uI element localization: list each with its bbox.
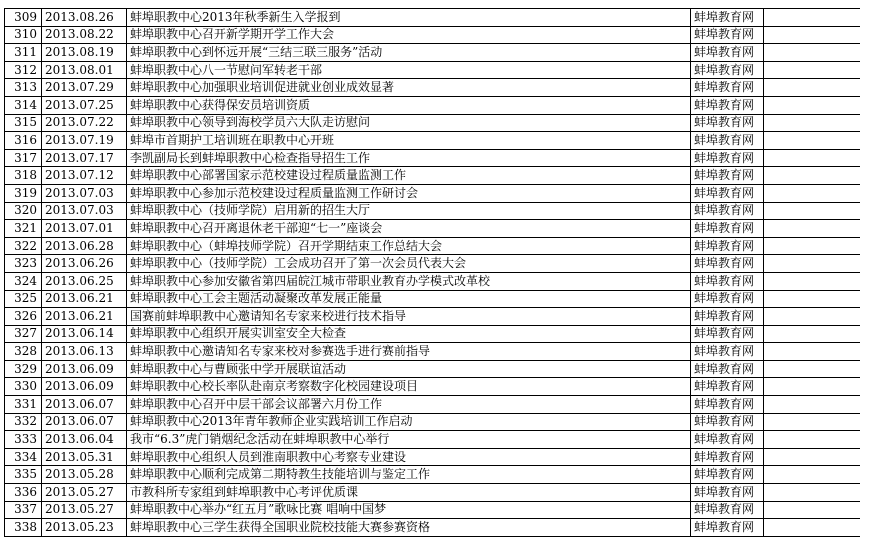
row-title: 蚌埠职教中心到怀远开展“三结三联三服务”活动 [127, 44, 691, 62]
row-empty-cell [764, 96, 861, 114]
row-number: 322 [5, 237, 42, 255]
row-source: 蚌埠教育网 [691, 9, 764, 27]
row-number: 321 [5, 220, 42, 238]
row-date: 2013.06.21 [42, 290, 127, 308]
row-date: 2013.06.25 [42, 272, 127, 290]
row-source: 蚌埠教育网 [691, 325, 764, 343]
row-number: 334 [5, 448, 42, 466]
table-row [5, 202, 861, 220]
row-source: 蚌埠教育网 [691, 501, 764, 519]
row-date: 2013.07.22 [42, 114, 127, 132]
table-row [5, 237, 861, 255]
row-date: 2013.05.28 [42, 466, 127, 484]
table-row [5, 26, 861, 44]
row-title: 国赛前蚌埠职教中心邀请知名专家来校进行技术指导 [127, 308, 691, 326]
row-source: 蚌埠教育网 [691, 149, 764, 167]
row-number: 327 [5, 325, 42, 343]
row-number: 319 [5, 184, 42, 202]
row-title: 市教科所专家组到蚌埠职教中心考评优质课 [127, 484, 691, 502]
table-body [5, 9, 861, 537]
row-source: 蚌埠教育网 [691, 484, 764, 502]
news-table [4, 8, 860, 537]
row-title: 蚌埠市首期护工培训班在职教中心开班 [127, 132, 691, 150]
row-title: 蚌埠职教中心召开中层干部会议部署六月份工作 [127, 396, 691, 414]
row-title: 蚌埠职教中心邀请知名专家来校对参赛选手进行赛前指导 [127, 343, 691, 361]
row-title: 蚌埠职教中心（技师学院）工会成功召开了第一次会员代表大会 [127, 255, 691, 273]
row-source: 蚌埠教育网 [691, 290, 764, 308]
row-source: 蚌埠教育网 [691, 360, 764, 378]
table-row [5, 44, 861, 62]
row-source: 蚌埠教育网 [691, 167, 764, 185]
row-empty-cell [764, 448, 861, 466]
row-title: 蚌埠职教中心与曹顾张中学开展联谊活动 [127, 360, 691, 378]
row-empty-cell [764, 272, 861, 290]
row-empty-cell [764, 61, 861, 79]
row-title: 蚌埠职教中心八一节慰问军转老干部 [127, 61, 691, 79]
row-empty-cell [764, 79, 861, 97]
row-number: 331 [5, 396, 42, 414]
row-number: 309 [5, 9, 42, 27]
row-number: 314 [5, 96, 42, 114]
row-title: 蚌埠职教中心组织人员到淮南职教中心考察专业建设 [127, 448, 691, 466]
row-title: 蚌埠职教中心召开离退休老干部迎“七一”座谈会 [127, 220, 691, 238]
row-source: 蚌埠教育网 [691, 519, 764, 537]
row-title: 蚌埠职教中心加强职业培训促进就业创业成效显著 [127, 79, 691, 97]
row-number: 328 [5, 343, 42, 361]
table-row [5, 308, 861, 326]
table-row [5, 484, 861, 502]
row-empty-cell [764, 44, 861, 62]
row-title: 蚌埠职教中心获得保安员培训资质 [127, 96, 691, 114]
row-source: 蚌埠教育网 [691, 308, 764, 326]
row-empty-cell [764, 360, 861, 378]
row-number: 313 [5, 79, 42, 97]
table-row [5, 132, 861, 150]
table-row [5, 272, 861, 290]
row-date: 2013.07.03 [42, 184, 127, 202]
row-source: 蚌埠教育网 [691, 396, 764, 414]
row-title: 蚌埠职教中心（蚌埠技师学院）召开学期结束工作总结大会 [127, 237, 691, 255]
row-empty-cell [764, 237, 861, 255]
row-number: 330 [5, 378, 42, 396]
row-date: 2013.08.19 [42, 44, 127, 62]
row-number: 311 [5, 44, 42, 62]
table-row [5, 114, 861, 132]
row-empty-cell [764, 202, 861, 220]
row-date: 2013.05.23 [42, 519, 127, 537]
table-row [5, 290, 861, 308]
row-number: 337 [5, 501, 42, 519]
row-source: 蚌埠教育网 [691, 44, 764, 62]
row-empty-cell [764, 484, 861, 502]
row-title: 蚌埠职教中心顺利完成第二期特教生技能培训与鉴定工作 [127, 466, 691, 484]
row-date: 2013.06.13 [42, 343, 127, 361]
row-number: 333 [5, 431, 42, 449]
row-source: 蚌埠教育网 [691, 79, 764, 97]
row-number: 326 [5, 308, 42, 326]
row-empty-cell [764, 149, 861, 167]
row-empty-cell [764, 431, 861, 449]
row-date: 2013.07.19 [42, 132, 127, 150]
row-title: 蚌埠职教中心工会主题活动凝聚改革发展正能量 [127, 290, 691, 308]
table-row [5, 184, 861, 202]
row-empty-cell [764, 325, 861, 343]
row-date: 2013.08.22 [42, 26, 127, 44]
table-row [5, 96, 861, 114]
row-source: 蚌埠教育网 [691, 466, 764, 484]
table-row [5, 413, 861, 431]
row-date: 2013.06.28 [42, 237, 127, 255]
row-number: 310 [5, 26, 42, 44]
table-row [5, 149, 861, 167]
row-date: 2013.06.09 [42, 360, 127, 378]
row-number: 332 [5, 413, 42, 431]
row-empty-cell [764, 255, 861, 273]
row-source: 蚌埠教育网 [691, 431, 764, 449]
row-number: 335 [5, 466, 42, 484]
row-empty-cell [764, 413, 861, 431]
row-date: 2013.07.12 [42, 167, 127, 185]
table-row [5, 501, 861, 519]
table-row [5, 466, 861, 484]
row-date: 2013.06.07 [42, 413, 127, 431]
row-title: 蚌埠职教中心举办“红五月”歌咏比赛 唱响中国梦 [127, 501, 691, 519]
row-number: 329 [5, 360, 42, 378]
row-empty-cell [764, 519, 861, 537]
row-source: 蚌埠教育网 [691, 220, 764, 238]
row-title: 蚌埠职教中心校长率队赴南京考察数字化校园建设项目 [127, 378, 691, 396]
row-number: 338 [5, 519, 42, 537]
row-title: 蚌埠职教中心2013年秋季新生入学报到 [127, 9, 691, 27]
row-date: 2013.06.07 [42, 396, 127, 414]
row-empty-cell [764, 167, 861, 185]
row-empty-cell [764, 343, 861, 361]
table-row [5, 255, 861, 273]
row-empty-cell [764, 220, 861, 238]
row-title: 李凯副局长到蚌埠职教中心检查指导招生工作 [127, 149, 691, 167]
row-empty-cell [764, 396, 861, 414]
row-number: 312 [5, 61, 42, 79]
row-title: 蚌埠职教中心参加安徽省第四届皖江城市带职业教育办学模式改革校 [127, 272, 691, 290]
table-row [5, 396, 861, 414]
row-source: 蚌埠教育网 [691, 114, 764, 132]
row-date: 2013.05.27 [42, 484, 127, 502]
table-row [5, 325, 861, 343]
row-title: 蚌埠职教中心参加示范校建设过程质量监测工作研讨会 [127, 184, 691, 202]
row-title: 蚌埠职教中心召开新学期开学工作大会 [127, 26, 691, 44]
row-source: 蚌埠教育网 [691, 61, 764, 79]
row-date: 2013.07.01 [42, 220, 127, 238]
row-title: 蚌埠职教中心组织开展实训室安全大检查 [127, 325, 691, 343]
row-source: 蚌埠教育网 [691, 26, 764, 44]
row-source: 蚌埠教育网 [691, 202, 764, 220]
row-number: 315 [5, 114, 42, 132]
row-date: 2013.07.29 [42, 79, 127, 97]
row-number: 323 [5, 255, 42, 273]
row-number: 317 [5, 149, 42, 167]
row-empty-cell [764, 466, 861, 484]
table-row [5, 448, 861, 466]
table-row [5, 343, 861, 361]
row-source: 蚌埠教育网 [691, 255, 764, 273]
row-date: 2013.07.25 [42, 96, 127, 114]
table-row [5, 9, 861, 27]
row-title: 蚌埠职教中心（技师学院）启用新的招生大厅 [127, 202, 691, 220]
row-title: 蚌埠职教中心2013年青年教师企业实践培训工作启动 [127, 413, 691, 431]
row-date: 2013.05.31 [42, 448, 127, 466]
row-title: 蚌埠职教中心部署国家示范校建设过程质量监测工作 [127, 167, 691, 185]
row-empty-cell [764, 290, 861, 308]
row-empty-cell [764, 378, 861, 396]
row-number: 316 [5, 132, 42, 150]
table-row [5, 61, 861, 79]
row-date: 2013.06.04 [42, 431, 127, 449]
table-row [5, 360, 861, 378]
row-source: 蚌埠教育网 [691, 272, 764, 290]
row-source: 蚌埠教育网 [691, 448, 764, 466]
table-row [5, 519, 861, 537]
row-source: 蚌埠教育网 [691, 343, 764, 361]
row-source: 蚌埠教育网 [691, 96, 764, 114]
row-date: 2013.07.17 [42, 149, 127, 167]
row-source: 蚌埠教育网 [691, 184, 764, 202]
row-date: 2013.06.09 [42, 378, 127, 396]
row-title: 蚌埠职教中心三学生获得全国职业院校技能大赛参赛资格 [127, 519, 691, 537]
row-number: 325 [5, 290, 42, 308]
row-empty-cell [764, 308, 861, 326]
row-date: 2013.08.01 [42, 61, 127, 79]
table-row [5, 220, 861, 238]
row-empty-cell [764, 114, 861, 132]
row-number: 318 [5, 167, 42, 185]
row-title: 我市“6.3”虎门销烟纪念活动在蚌埠职教中心举行 [127, 431, 691, 449]
row-number: 320 [5, 202, 42, 220]
row-date: 2013.06.26 [42, 255, 127, 273]
row-date: 2013.08.26 [42, 9, 127, 27]
row-date: 2013.05.27 [42, 501, 127, 519]
row-number: 336 [5, 484, 42, 502]
row-empty-cell [764, 184, 861, 202]
table-row [5, 167, 861, 185]
row-empty-cell [764, 9, 861, 27]
row-empty-cell [764, 501, 861, 519]
row-source: 蚌埠教育网 [691, 237, 764, 255]
table-row [5, 79, 861, 97]
row-title: 蚌埠职教中心领导到海校学员六大队走访慰问 [127, 114, 691, 132]
row-source: 蚌埠教育网 [691, 132, 764, 150]
table-row [5, 431, 861, 449]
row-number: 324 [5, 272, 42, 290]
row-date: 2013.06.21 [42, 308, 127, 326]
row-empty-cell [764, 132, 861, 150]
row-date: 2013.07.03 [42, 202, 127, 220]
row-source: 蚌埠教育网 [691, 378, 764, 396]
row-source: 蚌埠教育网 [691, 413, 764, 431]
row-date: 2013.06.14 [42, 325, 127, 343]
table-row [5, 378, 861, 396]
row-empty-cell [764, 26, 861, 44]
